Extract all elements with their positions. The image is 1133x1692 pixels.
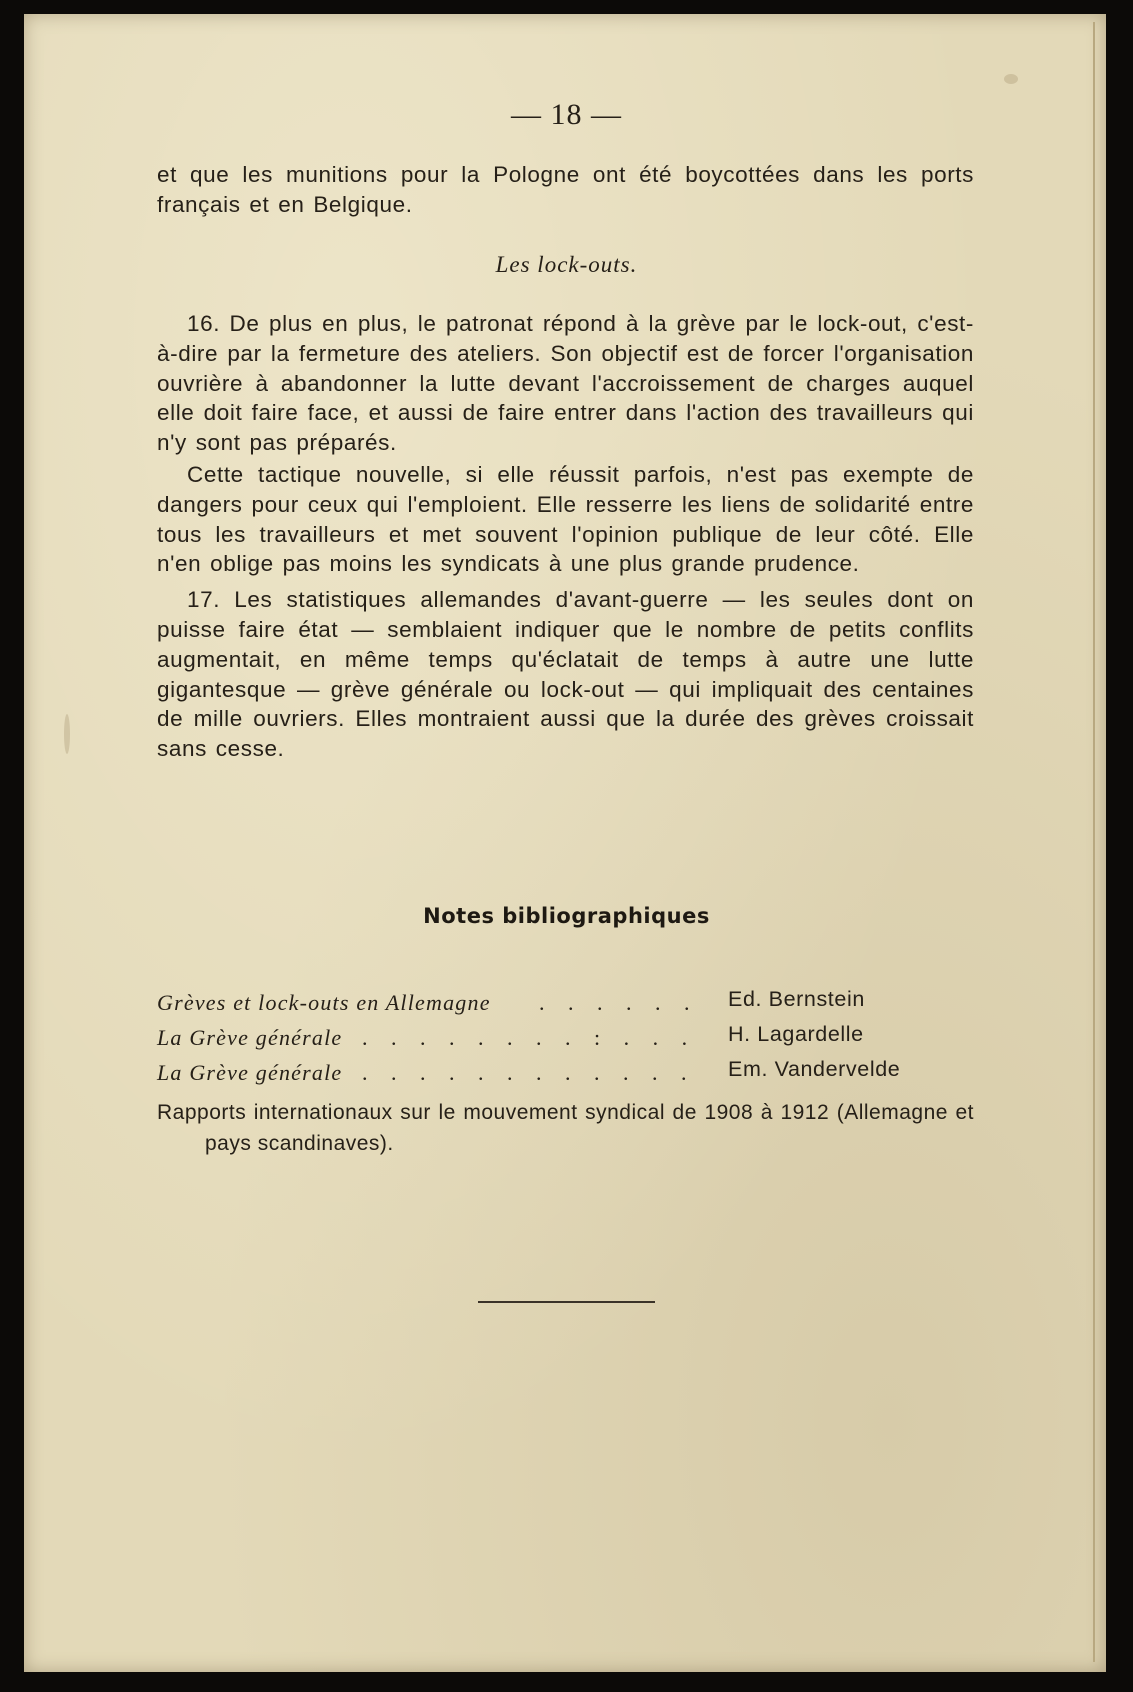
entry-title: La Grève générale: [157, 1025, 343, 1050]
entry-leader-dots: . . . . . . . . : . . .: [362, 1025, 697, 1050]
paragraph-17: 17. Les statistiques allemandes d'avant-guerre — les seules dont on puisse faire état — semblaient indiquer que le nombre de petits conflits augmentait, en même temps qu'éclatait de temps à autre une lutte gigantesque — grève générale ou lock-out — qui impliquait des centaines de mille ouvriers. Elles montraient aussi que la durée des grèves croissait sans cesse.: [157, 587, 974, 762]
entry-author: Ed. Bernstein: [728, 987, 865, 1011]
bibliography-report-entry: Rapports internationaux sur le mouvement syndical de 1908 à 1912 (Allemagne et pays scandinaves).: [157, 1101, 974, 1155]
section-title: Les lock-outs.: [495, 252, 638, 277]
bibliography-entry: [157, 1057, 974, 1095]
paragraph-tactic: Cette tactique nouvelle, si elle réussit parfois, n'est pas exempte de dangers pour ceux qui l'emploient. Elle resserre les liens de solidarité entre tous les travailleurs et met souvent l'opinion publique de leur côté. Elle n'en oblige pas moins les syndicats à une plus grande prudence.: [157, 461, 974, 577]
entry-author: Em. Vandervelde: [728, 1057, 901, 1081]
paragraph-16: 16. De plus en plus, le patronat répond à la grève par le lock-out, c'est-à-dire par la fermeture des ateliers. Son objectif est de forcer l'organisation ouvrière à abandonner la lutte devant l'accroissement de charges auquel elle doit faire face, et aussi de faire entrer dans l'action des travailleurs qui n'y sont pas préparés.: [157, 311, 974, 456]
entry-leader-dots: . . . . . . . . . . . .: [362, 1060, 696, 1085]
entry-author: H. Lagardelle: [728, 1022, 864, 1046]
bibliography-entry: [157, 1022, 974, 1060]
main-text: [157, 309, 974, 764]
entry-title: La Grève générale: [157, 1060, 343, 1085]
bibliography-entry: [157, 987, 974, 1025]
end-rule-divider: [478, 1301, 655, 1303]
intro-paragraph: et que les munitions pour la Pologne ont été boycottées dans les ports français et en Belgique.: [157, 162, 974, 217]
entry-title: Grèves et lock-outs en Allemagne: [157, 990, 491, 1015]
notes-heading: Notes bibliographiques: [423, 904, 710, 928]
page-number: — 18 —: [511, 98, 622, 131]
paper-stain: [1004, 74, 1018, 84]
entry-leader-dots: . . . . . .: [539, 990, 699, 1015]
bibliography-list: [157, 987, 974, 1159]
paper-stain: [64, 714, 70, 754]
